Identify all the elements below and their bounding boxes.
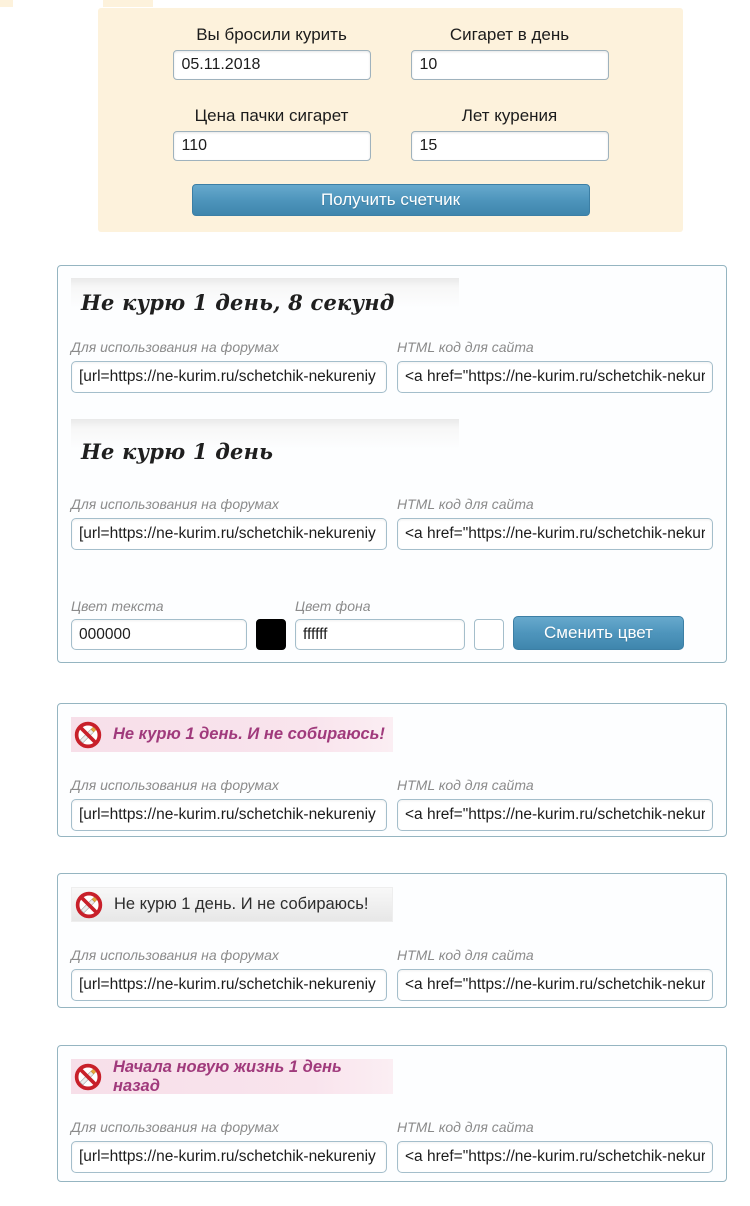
html-code-label: HTML код для сайта	[397, 339, 534, 355]
years-smoking-label: Лет курения	[461, 106, 558, 125]
cigarettes-per-day-label: Сигарет в день	[449, 25, 570, 44]
banner-title: Не курю 1 день. И не собираюсь!	[113, 725, 385, 743]
html-code-col	[397, 1119, 713, 1173]
counter-banner	[71, 887, 393, 922]
forum-code-col	[71, 496, 387, 550]
forum-code-label: Для использования на форумах	[71, 339, 279, 355]
html-code-label: HTML код для сайта	[397, 1119, 534, 1135]
get-counter-button[interactable]: Получить счетчик	[192, 184, 590, 216]
html-code-col	[397, 947, 713, 1001]
bg-color-input[interactable]	[295, 619, 465, 650]
bg-color-group	[295, 598, 465, 650]
forum-code-label: Для использования на форумах	[71, 1119, 279, 1135]
pack-price-field-group	[173, 106, 371, 161]
quit-date-field-group	[173, 25, 371, 80]
pack-price-label: Цена пачки сигарет	[194, 106, 349, 125]
forum-code-input-2[interactable]	[71, 518, 387, 550]
counter-1-title: Не курю 1 день, 8 секунд	[81, 290, 395, 315]
counter-preview-2	[71, 419, 459, 476]
forum-code-input-5[interactable]	[71, 1141, 387, 1173]
forum-code-label: Для использования на форумах	[71, 777, 279, 793]
text-color-swatch	[256, 619, 286, 650]
html-code-input-3[interactable]	[397, 799, 713, 831]
forum-code-label: Для использования на форумах	[71, 947, 279, 963]
forum-code-col	[71, 947, 387, 1001]
text-color-group	[71, 598, 247, 650]
html-code-input-4[interactable]	[397, 969, 713, 1001]
banner-title: Не курю 1 день. И не собираюсь!	[114, 895, 369, 913]
no-smoking-icon	[74, 1063, 102, 1091]
code-grid-2	[71, 496, 713, 550]
code-grid	[71, 947, 713, 1001]
forum-code-input-1[interactable]	[71, 361, 387, 393]
code-grid	[71, 1119, 713, 1173]
html-code-label: HTML код для сайта	[397, 496, 534, 512]
html-code-label: HTML код для сайта	[397, 947, 534, 963]
forum-code-col	[71, 777, 387, 831]
no-smoking-icon	[75, 891, 103, 919]
forum-code-input-4[interactable]	[71, 969, 387, 1001]
html-code-col	[397, 777, 713, 831]
quit-date-input[interactable]	[173, 50, 371, 80]
forum-code-col	[71, 1119, 387, 1173]
quit-date-label: Вы бросили курить	[196, 25, 347, 44]
counter-panel-gray	[57, 873, 727, 1008]
counter-panel-pink-2	[57, 1045, 727, 1182]
form-row-1	[98, 25, 683, 80]
forum-code-col	[71, 339, 387, 393]
counter-panel-pink-1	[57, 703, 727, 837]
top-scroll-fragment-right	[103, 0, 153, 7]
banner-title: Начала новую жизнь 1 день назад	[113, 1057, 342, 1095]
bg-color-label: Цвет фона	[295, 598, 371, 614]
html-code-input-1[interactable]	[397, 361, 713, 393]
pack-price-input[interactable]	[173, 131, 371, 161]
counter-preview-1	[71, 278, 459, 327]
code-grid	[71, 777, 713, 831]
html-code-label: HTML код для сайта	[397, 777, 534, 793]
forum-code-input-3[interactable]	[71, 799, 387, 831]
change-color-button[interactable]: Сменить цвет	[513, 616, 684, 650]
form-row-2	[98, 106, 683, 161]
html-code-input-5[interactable]	[397, 1141, 713, 1173]
html-code-col	[397, 339, 713, 393]
html-code-input-2[interactable]	[397, 518, 713, 550]
counter-banner	[71, 1059, 393, 1094]
code-grid-1	[71, 339, 713, 393]
text-color-input[interactable]	[71, 619, 247, 650]
color-controls-row	[71, 598, 713, 650]
counter-2-title: Не курю 1 день	[81, 439, 274, 464]
top-scroll-fragment-left	[0, 0, 13, 7]
bg-color-swatch	[474, 619, 504, 650]
no-smoking-icon	[74, 721, 102, 749]
cigarettes-per-day-input[interactable]	[411, 50, 609, 80]
counter-banner	[71, 717, 393, 752]
cigarettes-per-day-field-group	[411, 25, 609, 80]
years-smoking-field-group	[411, 106, 609, 161]
smoking-settings-form	[98, 8, 683, 232]
forum-code-label: Для использования на форумах	[71, 496, 279, 512]
years-smoking-input[interactable]	[411, 131, 609, 161]
html-code-col	[397, 496, 713, 550]
counter-panel-text	[57, 265, 727, 663]
text-color-label: Цвет текста	[71, 598, 164, 614]
